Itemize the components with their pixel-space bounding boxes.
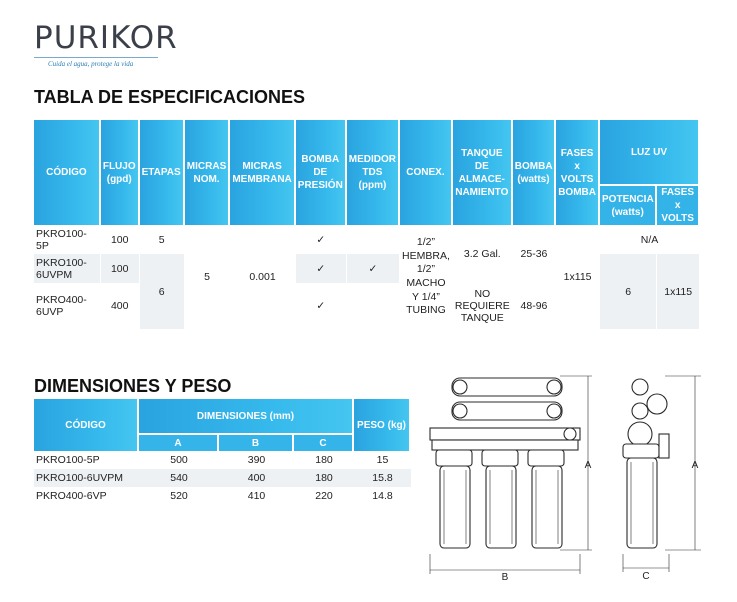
cell-codigo: PKRO100-6UVPM: [34, 469, 139, 487]
col-flujo: FLUJO (gpd): [101, 120, 140, 225]
label-a-side: A: [691, 460, 699, 471]
cell-a: 520: [139, 487, 219, 505]
mounting-bracket: [430, 428, 580, 440]
filter-housing-3: [532, 466, 562, 548]
col-c: C: [294, 433, 354, 451]
cell-micras-nom: 5: [185, 225, 231, 329]
table-row: [34, 469, 411, 487]
col-etapas: ETAPAS: [140, 120, 185, 225]
label-b: B: [501, 572, 509, 580]
side-fitting-top: [632, 379, 648, 395]
cell-etapas: 5: [140, 225, 185, 254]
cell-tanque-2: NO REQUIERE TANQUE: [453, 283, 513, 329]
cell-codigo: PKRO100-5P: [34, 451, 139, 469]
check-icon: ✓: [296, 254, 347, 283]
col-codigo: CÓDIGO: [34, 399, 139, 451]
cell-tanque-1: 3.2 Gal.: [453, 225, 513, 283]
cell-b: 400: [219, 469, 294, 487]
spec-table: [34, 120, 700, 329]
cell-flujo: 400: [101, 283, 140, 329]
cell-c: 180: [294, 469, 354, 487]
col-micras-nom: MICRAS NOM.: [185, 120, 231, 225]
cell-codigo: PKRO100-6UVPM: [34, 254, 101, 283]
col-b: B: [219, 433, 294, 451]
cell-conex: 1/2” HEMBRA, 1/2” MACHO Y 1/4” TUBING: [400, 225, 453, 329]
col-fases-bomba: FASES x VOLTS BOMBA: [556, 120, 600, 225]
cell-codigo: PKRO100-5P: [34, 225, 101, 254]
side-view-diagram: [605, 368, 715, 580]
col-uv-fases: FASES x VOLTS: [657, 184, 700, 225]
col-bomba-watts: BOMBA (watts): [513, 120, 556, 225]
spec-table-title: TABLA DE ESPECIFICACIONES: [34, 87, 306, 107]
cell-uv-fases: 1x115: [657, 254, 700, 329]
cell-a: 500: [139, 451, 219, 469]
cell-b: 410: [219, 487, 294, 505]
col-peso: PESO (kg): [354, 399, 411, 451]
col-medidor-tds: MEDIDOR TDS (ppm): [347, 120, 400, 225]
cell-bomba-watts-1: 25-36: [513, 225, 556, 283]
cell-medidor: [347, 225, 400, 254]
cell-uv-na: N/A: [600, 225, 700, 254]
cell-codigo: PKRO400-6UVP: [34, 283, 101, 329]
table-row: [34, 451, 411, 469]
cell-flujo: 100: [101, 225, 140, 254]
brand-logo: [34, 20, 178, 68]
pump-circle: [628, 422, 652, 446]
filter-housing-2: [486, 466, 516, 548]
check-icon: ✓: [296, 225, 347, 254]
col-tanque: TANQUE DE ALMACE-NAMIENTO: [453, 120, 513, 225]
membrane-housing-top: [452, 378, 562, 396]
cell-fases-bomba: 1x115: [556, 225, 600, 329]
brand-name: PURIKOR: [34, 20, 178, 56]
cell-peso: 14.8: [354, 487, 411, 505]
table-row: [34, 225, 700, 254]
label-c: C: [642, 571, 650, 580]
filter-housing-1: [440, 466, 470, 548]
col-codigo: CÓDIGO: [34, 120, 101, 225]
cell-medidor: [347, 283, 400, 329]
membrane-housing-bottom: [452, 402, 562, 420]
cell-micras-membrana: 0.001: [230, 225, 295, 329]
side-filter-housing: [627, 458, 657, 548]
check-icon: ✓: [347, 254, 400, 283]
check-icon: ✓: [296, 283, 347, 329]
brand-tagline: Cuida el agua, protege la vida: [48, 60, 134, 68]
cell-etapas-6: 6: [140, 254, 185, 329]
dims-table-title: DIMENSIONES Y PESO: [34, 376, 232, 396]
cell-c: 220: [294, 487, 354, 505]
cell-peso: 15.8: [354, 469, 411, 487]
col-micras-membrana: MICRAS MEMBRANA: [230, 120, 295, 225]
cell-b: 390: [219, 451, 294, 469]
cell-flujo: 100: [101, 254, 140, 283]
col-bomba-presion: BOMBA DE PRESIÓN: [296, 120, 347, 225]
label-a-front: A: [584, 460, 592, 471]
cell-uv-potencia: 6: [600, 254, 657, 329]
front-view-diagram: [420, 368, 620, 580]
table-row: [34, 254, 700, 283]
cell-codigo: PKRO400-6VP: [34, 487, 139, 505]
table-row: [34, 487, 411, 505]
cell-peso: 15: [354, 451, 411, 469]
col-dimensiones: DIMENSIONES (mm): [139, 399, 354, 433]
logo-underline: [34, 57, 158, 58]
cell-c: 180: [294, 451, 354, 469]
col-uv-potencia: POTENCIA (watts): [600, 184, 657, 225]
col-conex: CONEX.: [400, 120, 453, 225]
cell-bomba-watts-2: 48-96: [513, 283, 556, 329]
dims-table: [34, 399, 411, 505]
col-a: A: [139, 433, 219, 451]
col-luz-uv: LUZ UV: [600, 120, 700, 184]
cell-a: 540: [139, 469, 219, 487]
